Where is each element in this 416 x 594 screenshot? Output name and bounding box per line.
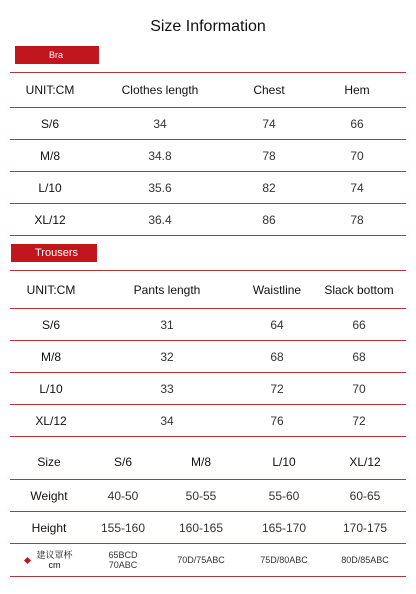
table-header-row bbox=[10, 73, 406, 108]
value-cell: 75D/80ABC bbox=[244, 544, 324, 577]
table-row bbox=[10, 341, 406, 373]
value-cell: 74 bbox=[230, 108, 308, 140]
table-row bbox=[10, 480, 406, 512]
value-cell: 66 bbox=[308, 108, 406, 140]
value-cell: 64 bbox=[242, 309, 312, 341]
table-row bbox=[10, 373, 406, 405]
value-cell: 60-65 bbox=[324, 480, 406, 512]
value-cell: 70 bbox=[312, 373, 406, 405]
value-cell: 74 bbox=[308, 172, 406, 204]
page-title: Size Information bbox=[150, 18, 266, 35]
value-cell: 31 bbox=[92, 309, 242, 341]
header-cell: UNIT:CM bbox=[10, 271, 92, 309]
section-tag-bra: Bra bbox=[15, 46, 99, 64]
size-cell: S/6 bbox=[10, 108, 90, 140]
header-cell: L/10 bbox=[244, 445, 324, 480]
header-cell: Clothes length bbox=[90, 73, 230, 108]
table-row bbox=[10, 140, 406, 172]
table-row bbox=[10, 405, 406, 437]
cup-value: 65BCD bbox=[108, 550, 138, 560]
size-recommendation-table bbox=[10, 445, 406, 577]
size-cell: XL/12 bbox=[10, 204, 90, 236]
table-row bbox=[10, 309, 406, 341]
value-cell: 66 bbox=[312, 309, 406, 341]
value-cell bbox=[88, 544, 158, 577]
value-cell: 55-60 bbox=[244, 480, 324, 512]
row-label: Height bbox=[10, 512, 88, 544]
table-row bbox=[10, 108, 406, 140]
value-cell: 70D/75ABC bbox=[158, 544, 244, 577]
value-cell: 35.6 bbox=[90, 172, 230, 204]
value-cell: 160-165 bbox=[158, 512, 244, 544]
header-cell: S/6 bbox=[88, 445, 158, 480]
trousers-size-table bbox=[10, 270, 406, 437]
value-cell: 70 bbox=[308, 140, 406, 172]
value-cell: 155-160 bbox=[88, 512, 158, 544]
section-tag-trousers: Trousers bbox=[11, 244, 97, 262]
value-cell: 68 bbox=[312, 341, 406, 373]
header-cell: Size bbox=[10, 445, 88, 480]
header-cell: XL/12 bbox=[324, 445, 406, 480]
value-cell: 32 bbox=[92, 341, 242, 373]
value-cell: 34 bbox=[90, 108, 230, 140]
cup-value-line2: 70ABC bbox=[108, 560, 138, 570]
table-header-row bbox=[10, 445, 406, 480]
value-cell: 40-50 bbox=[88, 480, 158, 512]
value-cell: 34.8 bbox=[90, 140, 230, 172]
header-cell: UNIT:CM bbox=[10, 73, 90, 108]
size-cell: XL/12 bbox=[10, 405, 92, 437]
header-cell: Slack bottom bbox=[312, 271, 406, 309]
header-cell: M/8 bbox=[158, 445, 244, 480]
header-cell: Waistline bbox=[242, 271, 312, 309]
value-cell: 72 bbox=[242, 373, 312, 405]
table-row bbox=[10, 172, 406, 204]
bra-size-table bbox=[10, 72, 406, 236]
value-cell: 86 bbox=[230, 204, 308, 236]
header-cell: Pants length bbox=[92, 271, 242, 309]
value-cell: 72 bbox=[312, 405, 406, 437]
table-header-row bbox=[10, 271, 406, 309]
row-label: Weight bbox=[10, 480, 88, 512]
size-cell: M/8 bbox=[10, 341, 92, 373]
cup-label-text: 建议罩杯 bbox=[36, 550, 73, 560]
diamond-bullet-icon bbox=[24, 556, 31, 563]
size-cell: S/6 bbox=[10, 309, 92, 341]
table-row bbox=[10, 512, 406, 544]
value-cell: 82 bbox=[230, 172, 308, 204]
cup-label-unit: cm bbox=[48, 560, 61, 570]
value-cell: 78 bbox=[308, 204, 406, 236]
value-cell: 68 bbox=[242, 341, 312, 373]
size-cell: L/10 bbox=[10, 172, 90, 204]
value-cell: 76 bbox=[242, 405, 312, 437]
value-cell: 36.4 bbox=[90, 204, 230, 236]
header-cell: Hem bbox=[308, 73, 406, 108]
table-row-cup-size bbox=[10, 544, 406, 577]
header-cell: Chest bbox=[230, 73, 308, 108]
value-cell: 34 bbox=[92, 405, 242, 437]
value-cell: 165-170 bbox=[244, 512, 324, 544]
size-cell: L/10 bbox=[10, 373, 92, 405]
value-cell: 80D/85ABC bbox=[324, 544, 406, 577]
table-row bbox=[10, 204, 406, 236]
value-cell: 33 bbox=[92, 373, 242, 405]
value-cell: 170-175 bbox=[324, 512, 406, 544]
value-cell: 78 bbox=[230, 140, 308, 172]
size-cell: M/8 bbox=[10, 140, 90, 172]
value-cell: 50-55 bbox=[158, 480, 244, 512]
row-label bbox=[10, 544, 88, 577]
